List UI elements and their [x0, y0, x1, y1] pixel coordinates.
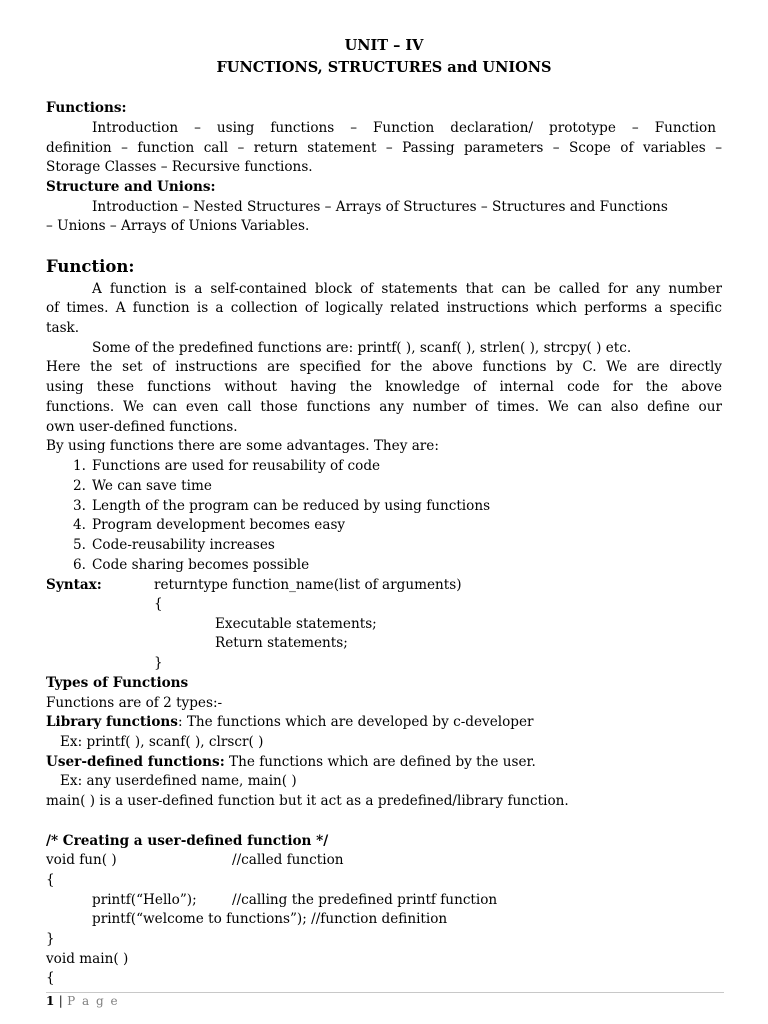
structures-syllabus-line: – Unions – Arrays of Unions Variables. — [46, 218, 310, 234]
list-text: Code-reusability increases — [92, 537, 275, 553]
code-line: void fun( ) — [46, 852, 117, 868]
code-comment-inline: //calling the predefined printf function — [232, 892, 498, 908]
syntax-line: } — [154, 655, 163, 671]
types-intro: Functions are of 2 types:- — [46, 695, 223, 711]
page-separator: | — [54, 994, 68, 1008]
functions-syllabus-heading: Functions: — [46, 100, 127, 116]
main-note: main( ) is a user-defined function but it act as a predefined/library function. — [46, 793, 569, 809]
paragraph-line: By using functions there are some advantages. They are: — [46, 438, 439, 454]
syntax-line: returntype function_name(list of arguments) — [154, 577, 462, 593]
unit-subtitle: FUNCTIONS, STRUCTURES and UNIONS — [216, 59, 552, 76]
paragraph-line: of times. A function is a collection of logically related instructions which performs a specific — [46, 300, 722, 316]
functions-syllabus-line: Introduction – using functions – Function declaration/ prototype – Function — [92, 120, 716, 136]
list-number: 4. — [73, 517, 86, 533]
library-functions-line — [46, 713, 534, 732]
paragraph-line: using these functions without having the knowledge of internal code for the above — [46, 379, 722, 395]
list-text: We can save time — [92, 478, 212, 494]
code-line: } — [46, 931, 55, 947]
structures-syllabus-line: Introduction – Nested Structures – Arrays of Structures – Structures and Functions — [92, 199, 668, 215]
code-line: { — [46, 970, 55, 986]
list-number: 3. — [73, 498, 86, 514]
user-functions-line — [46, 753, 536, 772]
footer-divider — [46, 992, 724, 994]
syntax-line: Executable statements; — [215, 616, 377, 632]
syntax-label: Syntax: — [46, 577, 102, 593]
list-text: Code sharing becomes possible — [92, 557, 310, 573]
syntax-line: { — [154, 596, 163, 612]
page-label: P a g e — [67, 994, 120, 1008]
list-number: 2. — [73, 478, 86, 494]
paragraph-line: own user-defined functions. — [46, 419, 238, 435]
functions-syllabus-line: definition – function call – return statement – Passing parameters – Scope of variables – — [46, 140, 722, 156]
user-functions-label: User-defined functions: — [46, 754, 225, 770]
list-text: Length of the program can be reduced by using functions — [92, 498, 491, 514]
paragraph-line: Here the set of instructions are specified for the above functions by C. We are directly — [46, 359, 722, 375]
code-comment-inline: //called function — [232, 852, 344, 868]
paragraph-line: A function is a self-contained block of statements that can be called for any number — [92, 281, 722, 297]
function-heading: Function: — [46, 257, 135, 276]
list-number: 6. — [73, 557, 86, 573]
library-functions-text: : The functions which are developed by c-developer — [177, 714, 534, 730]
paragraph-line: task. — [46, 320, 80, 336]
syntax-line: Return statements; — [215, 635, 348, 651]
user-functions-text: The functions which are defined by the user. — [224, 754, 536, 770]
code-comment: /* Creating a user-defined function */ — [46, 833, 329, 849]
list-number: 1. — [73, 458, 86, 474]
page-footer — [46, 993, 119, 1009]
code-line: { — [46, 872, 55, 888]
functions-syllabus-line: Storage Classes – Recursive functions. — [46, 159, 313, 175]
library-functions-label: Library functions — [46, 714, 178, 730]
unit-title: UNIT – IV — [344, 37, 424, 54]
list-text: Functions are used for reusability of code — [92, 458, 381, 474]
user-functions-example: Ex: any userdefined name, main( ) — [60, 773, 297, 789]
paragraph-line: functions. We can even call those functions any number of times. We can also define our — [46, 399, 722, 415]
list-text: Program development becomes easy — [92, 517, 346, 533]
code-line: printf(“welcome to functions”); //function definition — [92, 911, 448, 927]
paragraph-line: Some of the predefined functions are: printf( ), scanf( ), strlen( ), strcpy( ) etc. — [92, 340, 632, 356]
code-line: printf(“Hello”); — [92, 892, 197, 908]
types-heading: Types of Functions — [46, 675, 189, 691]
code-line: void main( ) — [46, 951, 129, 967]
page-number: 1 — [46, 994, 55, 1008]
list-number: 5. — [73, 537, 86, 553]
library-functions-example: Ex: printf( ), scanf( ), clrscr( ) — [60, 734, 264, 750]
structures-syllabus-heading: Structure and Unions: — [46, 179, 216, 195]
